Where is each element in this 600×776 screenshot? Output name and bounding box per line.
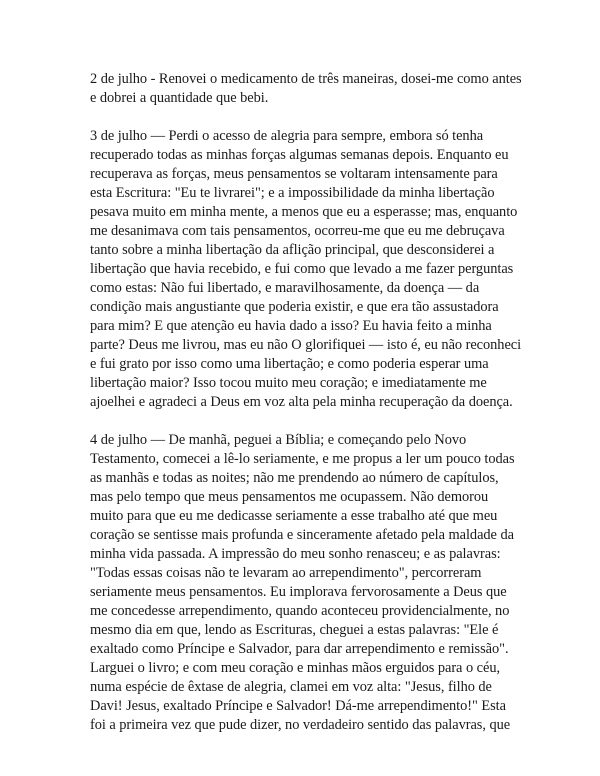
paragraph-july-2: 2 de julho - Renovei o medicamento de três maneiras, dosei-me como antes e dobrei a quantidade que bebi. [90,71,522,106]
document-page [90,70,522,754]
paragraph-july-3: 3 de julho — Perdi o acesso de alegria para sempre, embora só tenha recuperado todas as minhas forças algumas semanas depois. Enquanto eu recuperava as forças, meus pensamentos se voltaram intensamente para esta Escritura: "Eu te livrarei"; e a impossibilidade da minha libertação pesava muito em minha mente, a menos que eu a esperasse; mas, enquanto me desanimava com tais pensamentos, ocorreu-me que eu me debruçava tanto sobre a minha libertação da aflição principal, que desconsiderei a libertação que havia recebido, e fui como que levado a me fazer perguntas como estas: Não fui libertado, e maravilhosamente, da doença — da condição mais angustiante que poderia existir, e que era tão assustadora para mim? E que atenção eu havia dado a isso? Eu havia feito a minha parte? Deus me livrou, mas eu não O glorifiquei — isto é, eu não reconheci e fui grato por isso como uma libertação; e como poderia esperar uma libertação maior? Isso tocou muito meu coração; e imediatamente me ajoelhei e agradeci a Deus em voz alta pela minha recuperação da doença. [90,128,522,410]
paragraph-july-4: 4 de julho — De manhã, peguei a Bíblia; e começando pelo Novo Testamento, comecei a lê-lo seriamente, e me propus a ler um pouco todas as manhãs e todas as noites; não me prendendo ao número de capítulos, mas pelo tempo que meus pensamentos me ocupassem. Não demorou muito para que eu me dedicasse seriamente a esse trabalho até que meu coração se sentisse mais profunda e sinceramente afetado pela maldade da minha vida passada. A impressão do meu sonho renasceu; e as palavras: "Todas essas coisas não te levaram ao arrependimento", percorreram seriamente meus pensamentos. Eu implorava fervorosamente a Deus que me concedesse arrependimento, quando aconteceu providencialmente, no mesmo dia em que, lendo as Escrituras, cheguei a estas palavras: "Ele é exaltado como Príncipe e Salvador, para dar arrependimento e remissão". Larguei o livro; e com meu coração e minhas mãos erguidos para o céu, numa espécie de êxtase de alegria, clamei em voz alta: "Jesus, filho de Davi! Jesus, exaltado Príncipe e Salvador! Dá-me arrependimento!" Esta foi a primeira vez que pude dizer, no verdadeiro sentido das palavras, que [90,432,515,733]
